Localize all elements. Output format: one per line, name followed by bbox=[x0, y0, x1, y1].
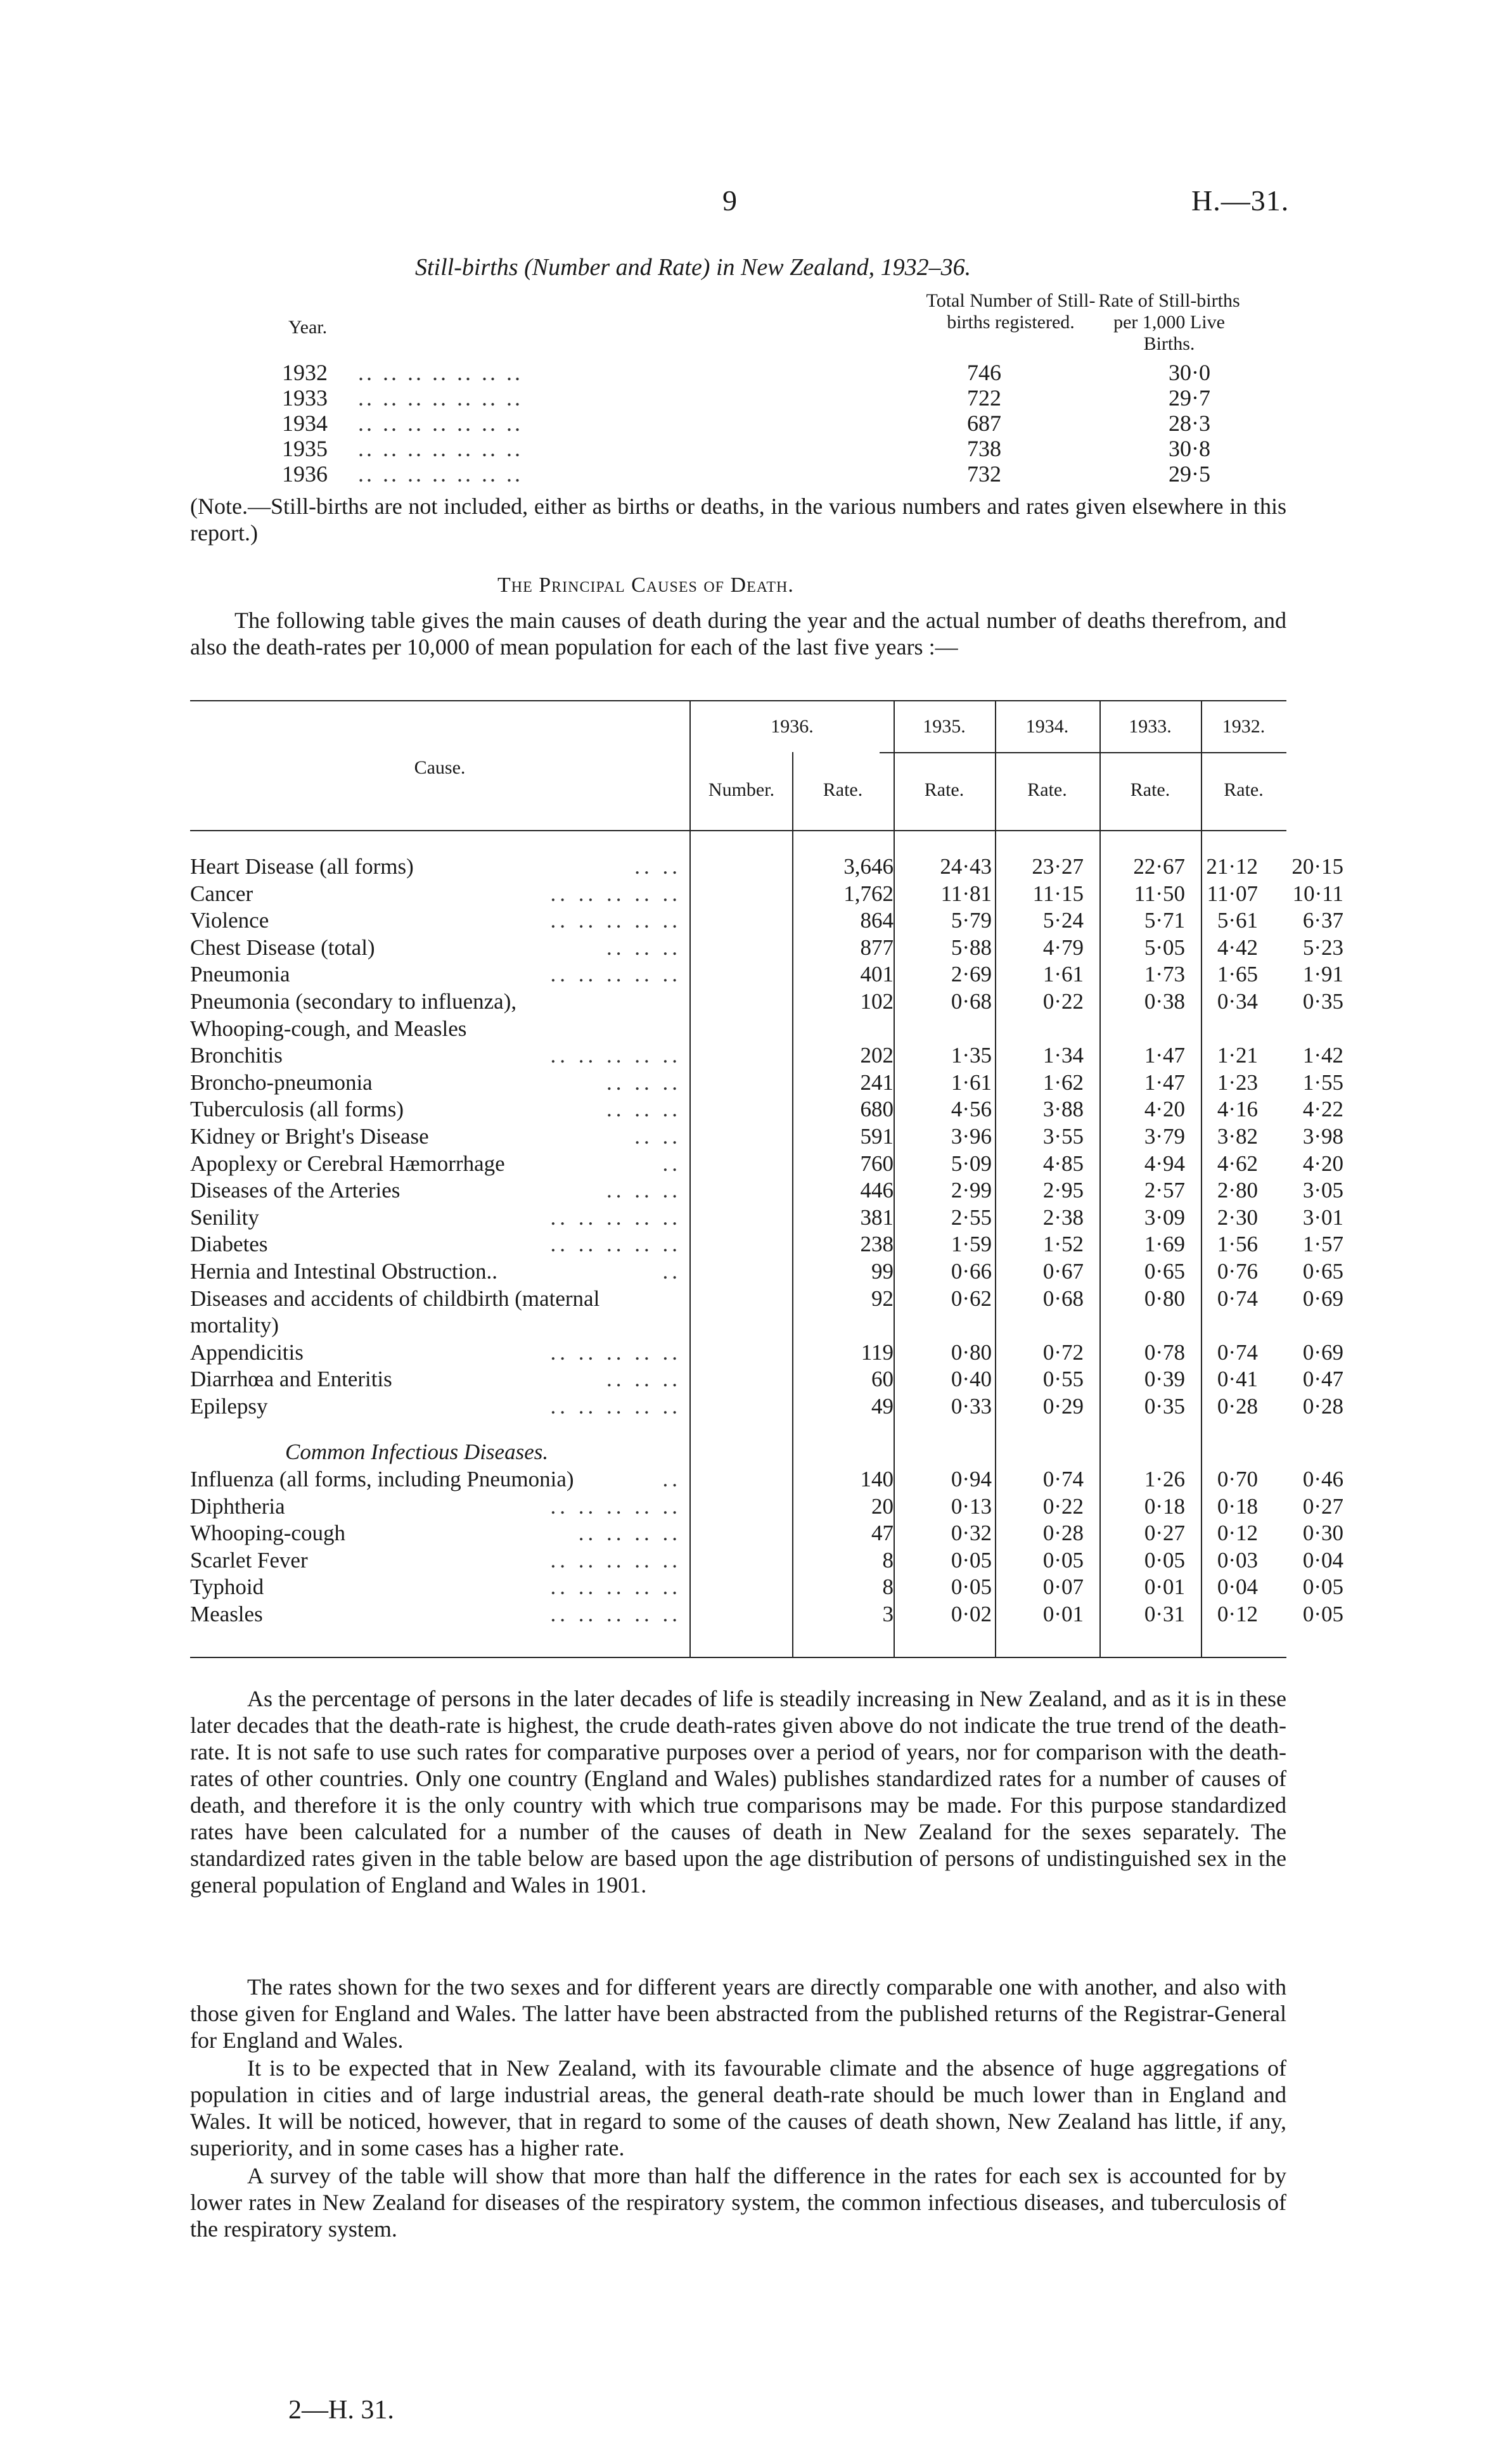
table-row bbox=[190, 908, 1343, 933]
leader-dots: .. .. .. .. .. .. .. bbox=[358, 461, 523, 487]
rate-1936: 1·59 bbox=[951, 1232, 992, 1257]
rate-1936: 0·02 bbox=[951, 1602, 992, 1627]
rate-1936: 5·09 bbox=[951, 1151, 992, 1176]
rate-1935: 4·79 bbox=[1042, 935, 1084, 960]
stillbirths-row bbox=[190, 359, 1267, 385]
rate-1933: 0·34 bbox=[1217, 989, 1258, 1014]
cause-label: mortality) bbox=[190, 1313, 279, 1338]
stillbirths-total: 722 bbox=[967, 385, 1001, 411]
cause-label: Typhoid bbox=[190, 1574, 264, 1600]
rate-header: Rate. bbox=[1027, 779, 1067, 800]
stillbirths-total: 732 bbox=[967, 461, 1001, 487]
leader-dots: .. .. .. .. .. bbox=[550, 1547, 681, 1573]
rate-1932: 4·22 bbox=[1302, 1097, 1343, 1122]
stillbirths-title: Still-births (Number and Rate) in New Zealand, 1932–36. bbox=[415, 254, 971, 281]
rate-1935: 23·27 bbox=[1032, 854, 1084, 879]
rate-1936: 0·05 bbox=[951, 1547, 992, 1573]
leader-dots: .. .. .. .. .. .. .. bbox=[358, 436, 523, 461]
rate-1933: 4·62 bbox=[1217, 1151, 1258, 1176]
leader-dots: .. .. .. .. .. bbox=[550, 1602, 681, 1627]
rate-1935: 11·15 bbox=[1032, 881, 1084, 906]
header-mid-rule bbox=[880, 752, 1286, 753]
stillbirths-row bbox=[190, 435, 1267, 461]
rate-1936: 1·61 bbox=[951, 1069, 992, 1095]
table-row bbox=[190, 1124, 1343, 1149]
leader-dots: .. .. .. .. .. bbox=[550, 1043, 681, 1068]
cause-label: Cancer bbox=[190, 881, 253, 906]
stillbirths-rate: 29·5 bbox=[1169, 461, 1210, 487]
rate-1932: 1·55 bbox=[1302, 1069, 1343, 1095]
rate-header: Rate. bbox=[1224, 779, 1264, 800]
rate-1936: 2·99 bbox=[951, 1178, 992, 1203]
death-count: 60 bbox=[871, 1367, 894, 1392]
table-row bbox=[190, 962, 1343, 987]
rate-1933: 0·74 bbox=[1217, 1286, 1258, 1311]
rate-1933: 4·16 bbox=[1217, 1097, 1258, 1122]
rate-1934: 1·26 bbox=[1144, 1467, 1185, 1492]
table-row bbox=[190, 1178, 1343, 1203]
cause-label: Diabetes bbox=[190, 1232, 268, 1257]
rate-1934: 4·20 bbox=[1144, 1097, 1185, 1122]
stillbirths-row bbox=[190, 385, 1267, 410]
leader-dots: .. .. .. .. .. bbox=[550, 1232, 681, 1257]
table-row bbox=[190, 854, 1343, 879]
page-number: 9 bbox=[722, 184, 737, 217]
rate-1934: 0·01 bbox=[1144, 1574, 1185, 1600]
death-count: 119 bbox=[861, 1339, 894, 1365]
leader-dots: .. .. .. .. .. bbox=[550, 1339, 681, 1365]
rate-1936: 11·81 bbox=[940, 881, 992, 906]
rate-header: Rate. bbox=[1130, 779, 1170, 800]
table-row bbox=[190, 1016, 1286, 1042]
rate-1936: 0·62 bbox=[951, 1286, 992, 1311]
rate-1936: 0·94 bbox=[951, 1467, 992, 1492]
cause-label: Tuberculosis (all forms) bbox=[190, 1097, 404, 1122]
rate-1934: 3·09 bbox=[1144, 1204, 1185, 1230]
death-count: 8 bbox=[882, 1547, 894, 1573]
cause-label: Apoplexy or Cerebral Hæmorrhage bbox=[190, 1151, 505, 1176]
death-count: 446 bbox=[860, 1178, 894, 1203]
leader-dots: .. .. .. .. bbox=[578, 1521, 681, 1546]
stillbirths-year: 1935 bbox=[282, 436, 328, 461]
rate-1934: 5·05 bbox=[1144, 935, 1185, 960]
cause-label: Heart Disease (all forms) bbox=[190, 854, 414, 879]
rate-1935: 0·74 bbox=[1042, 1467, 1084, 1492]
cause-label: Whooping-cough, and Measles bbox=[190, 1016, 467, 1041]
rate-1936: 0·05 bbox=[951, 1574, 992, 1600]
leader-dots: .. .. .. .. .. bbox=[550, 908, 681, 933]
rate-1933: 1·56 bbox=[1217, 1232, 1258, 1257]
rate-1932: 0·04 bbox=[1302, 1547, 1343, 1573]
stillbirths-total-header: Total Number of Still-births registered. bbox=[926, 290, 1096, 333]
table-row bbox=[190, 1493, 1343, 1519]
rate-1936: 1·35 bbox=[951, 1043, 992, 1068]
cause-label: Broncho-pneumonia bbox=[190, 1069, 373, 1095]
rate-1934: 0·78 bbox=[1144, 1339, 1185, 1365]
infectious-subheading: Common Infectious Diseases. bbox=[285, 1439, 549, 1465]
rate-1934: 1·47 bbox=[1144, 1069, 1185, 1095]
rate-1932: 0·35 bbox=[1302, 989, 1343, 1014]
cause-label: Hernia and Intestinal Obstruction.. bbox=[190, 1259, 498, 1284]
rate-1933: 3·82 bbox=[1217, 1124, 1258, 1149]
rate-1936: 5·79 bbox=[951, 908, 992, 933]
paragraph: A survey of the table will show that more than half the difference in the rates for each sex is accounted for by lower rates in New Zealand for diseases of the respiratory system, the common infectious diseases, and tuberculosis of the respiratory system. bbox=[190, 2163, 1286, 2242]
section-heading: The Principal Causes of Death. bbox=[497, 573, 794, 597]
rate-1933: 4·42 bbox=[1217, 935, 1258, 960]
stillbirths-year: 1936 bbox=[282, 461, 328, 487]
table-row bbox=[190, 1259, 1343, 1284]
rate-1935: 5·24 bbox=[1042, 908, 1084, 933]
table-row bbox=[190, 1394, 1343, 1419]
rate-1935: 0·55 bbox=[1042, 1367, 1084, 1392]
rate-1934: 0·18 bbox=[1144, 1493, 1185, 1519]
death-count: 241 bbox=[860, 1069, 894, 1095]
death-count: 8 bbox=[882, 1574, 894, 1600]
stillbirths-rate-header: Rate of Still-births per 1,000 Live Births. bbox=[1098, 290, 1240, 354]
death-count: 20 bbox=[871, 1493, 894, 1519]
stillbirths-year: 1933 bbox=[282, 385, 328, 411]
rate-1934: 0·27 bbox=[1144, 1521, 1185, 1546]
cause-label: Appendicitis bbox=[190, 1339, 304, 1365]
table-row bbox=[190, 935, 1343, 961]
rate-1932: 1·91 bbox=[1302, 962, 1343, 987]
leader-dots: .. bbox=[662, 1259, 681, 1284]
rate-1933: 2·30 bbox=[1217, 1204, 1258, 1230]
rate-1935: 1·34 bbox=[1042, 1043, 1084, 1068]
table-top-rule bbox=[190, 700, 1286, 701]
stillbirths-total: 738 bbox=[967, 436, 1001, 461]
rate-1935: 0·22 bbox=[1042, 1493, 1084, 1519]
leader-dots: .. .. .. .. .. bbox=[550, 1394, 681, 1419]
rate-1932: 20·15 bbox=[1291, 854, 1343, 879]
stillbirths-year: 1932 bbox=[282, 360, 328, 385]
rate-1932: 0·47 bbox=[1302, 1367, 1343, 1392]
stillbirths-year: 1934 bbox=[282, 411, 328, 436]
table-row bbox=[190, 1097, 1343, 1122]
rate-1934: 1·73 bbox=[1144, 962, 1185, 987]
rate-1933: 21·12 bbox=[1206, 854, 1258, 879]
rate-1932: 0·28 bbox=[1302, 1394, 1343, 1419]
leader-dots: .. .. .. bbox=[606, 1178, 681, 1203]
rate-1934: 3·79 bbox=[1144, 1124, 1185, 1149]
rate-1936: 3·96 bbox=[951, 1124, 992, 1149]
rate-1935: 0·28 bbox=[1042, 1521, 1084, 1546]
rate-1933: 0·18 bbox=[1217, 1493, 1258, 1519]
table-row bbox=[190, 1367, 1343, 1392]
rate-1933: 0·41 bbox=[1217, 1367, 1258, 1392]
leader-dots: .. .. .. .. .. bbox=[550, 1493, 681, 1519]
death-count: 102 bbox=[860, 989, 894, 1014]
stillbirths-note: (Note.—Still-births are not included, either as births or deaths, in the various numbers and rates given elsewhere in this report.) bbox=[190, 494, 1286, 546]
rate-1935: 0·29 bbox=[1042, 1394, 1084, 1419]
death-count: 47 bbox=[871, 1521, 894, 1546]
rate-1932: 4·20 bbox=[1302, 1151, 1343, 1176]
death-count: 680 bbox=[860, 1097, 894, 1122]
table-row bbox=[190, 1602, 1343, 1627]
death-count: 3,646 bbox=[843, 854, 894, 879]
rate-1935: 0·01 bbox=[1042, 1602, 1084, 1627]
year-header-1934: 1934. bbox=[1025, 716, 1069, 737]
death-count: 877 bbox=[860, 935, 894, 960]
rate-1932: 0·69 bbox=[1302, 1286, 1343, 1311]
rate-1935: 0·05 bbox=[1042, 1547, 1084, 1573]
rate-1935: 1·61 bbox=[1042, 962, 1084, 987]
rate-1932: 0·65 bbox=[1302, 1259, 1343, 1284]
rate-1932: 1·42 bbox=[1302, 1043, 1343, 1068]
rate-1932: 0·46 bbox=[1302, 1467, 1343, 1492]
death-count: 140 bbox=[860, 1467, 894, 1492]
stillbirths-year-header: Year. bbox=[288, 317, 328, 338]
leader-dots: .. .. .. .. .. bbox=[550, 962, 681, 987]
table-bottom-rule bbox=[190, 1657, 1286, 1658]
table-row bbox=[190, 1204, 1343, 1230]
rate-1934: 0·39 bbox=[1144, 1367, 1185, 1392]
rate-1934: 0·38 bbox=[1144, 989, 1185, 1014]
rate-1933: 0·74 bbox=[1217, 1339, 1258, 1365]
leader-dots: .. .. .. .. .. .. .. bbox=[358, 411, 523, 436]
table-row bbox=[190, 1574, 1343, 1600]
causes-table bbox=[190, 700, 1343, 1663]
cause-label: Diseases and accidents of childbirth (maternal bbox=[190, 1286, 600, 1311]
rate-1934: 2·57 bbox=[1144, 1178, 1185, 1203]
stillbirths-total: 687 bbox=[967, 411, 1001, 436]
table-row bbox=[190, 1043, 1343, 1068]
year-header-1932: 1932. bbox=[1222, 716, 1266, 737]
paragraph: The rates shown for the two sexes and for different years are directly comparable one with another, and also with those given for England and Wales. The latter have been abstracted from the published returns of the Registrar-General for England and Wales. bbox=[190, 1974, 1286, 2053]
rate-1936: 0·32 bbox=[951, 1521, 992, 1546]
stillbirths-total: 746 bbox=[967, 360, 1001, 385]
cause-label: Diphtheria bbox=[190, 1493, 285, 1519]
rate-1932: 3·05 bbox=[1302, 1178, 1343, 1203]
rate-1936: 24·43 bbox=[940, 854, 992, 879]
death-count: 381 bbox=[860, 1204, 894, 1230]
rate-1933: 11·07 bbox=[1207, 881, 1258, 906]
rate-1934: 0·31 bbox=[1144, 1602, 1185, 1627]
rate-1935: 2·95 bbox=[1042, 1178, 1084, 1203]
rate-1935: 2·38 bbox=[1042, 1204, 1084, 1230]
table-row bbox=[190, 1547, 1343, 1573]
leader-dots: .. .. .. .. .. bbox=[550, 1204, 681, 1230]
table-row bbox=[190, 1069, 1343, 1095]
table-row bbox=[190, 881, 1343, 907]
rate-header: Rate. bbox=[823, 779, 863, 800]
cause-label: Whooping-cough bbox=[190, 1521, 345, 1546]
rate-1935: 0·67 bbox=[1042, 1259, 1084, 1284]
table-row bbox=[190, 1151, 1343, 1177]
rate-1932: 1·57 bbox=[1302, 1232, 1343, 1257]
cause-label: Bronchitis bbox=[190, 1043, 283, 1068]
cause-label: Diseases of the Arteries bbox=[190, 1178, 400, 1203]
leader-dots: .. .. .. .. .. bbox=[550, 1574, 681, 1600]
paragraph: As the percentage of persons in the later decades of life is steadily increasing in New Zealand, and as it is in these later decades that the death-rate is highest, the crude death-rates given above do not indicate the true trend of the death-rate. It is not safe to use such rates for comparative purposes over a period of years, nor for comparison with the death-rates of other countries. Only one country (England and Wales) publishes standardized rates for a number of causes of death, and therefore it is the only country with which true comparisons may be made. For this purpose standardized rates have been calculated for a number of the causes of death in New Zealand for the sexes separately. The standardized rates given in the table below are based upon the age distribution of persons of undistinguished sex in the general population of England and Wales in 1901. bbox=[190, 1686, 1286, 1898]
rate-1934: 0·35 bbox=[1144, 1394, 1185, 1419]
rate-1936: 0·66 bbox=[951, 1259, 992, 1284]
rate-1932: 10·11 bbox=[1292, 881, 1343, 906]
rate-1936: 0·40 bbox=[951, 1367, 992, 1392]
rate-1935: 1·62 bbox=[1042, 1069, 1084, 1095]
death-count: 238 bbox=[860, 1232, 894, 1257]
footer-code: 2—H. 31. bbox=[288, 2396, 394, 2425]
leader-dots: .. bbox=[662, 1467, 681, 1492]
rate-1934: 22·67 bbox=[1133, 854, 1185, 879]
rate-1933: 1·23 bbox=[1217, 1069, 1258, 1095]
rate-1933: 1·21 bbox=[1217, 1043, 1258, 1068]
leader-dots: .. .. .. .. .. bbox=[550, 881, 681, 906]
leader-dots: .. bbox=[662, 1151, 681, 1176]
stillbirths-row bbox=[190, 410, 1267, 435]
rate-1933: 0·12 bbox=[1217, 1602, 1258, 1627]
rate-1933: 0·04 bbox=[1217, 1574, 1258, 1600]
death-count: 92 bbox=[871, 1286, 894, 1311]
stillbirths-rate: 30·0 bbox=[1169, 360, 1210, 385]
rate-1936: 2·55 bbox=[951, 1204, 992, 1230]
death-count: 591 bbox=[860, 1124, 894, 1149]
cause-label: Senility bbox=[190, 1204, 259, 1230]
cause-label: Kidney or Bright's Disease bbox=[190, 1124, 429, 1149]
rate-1936: 5·88 bbox=[951, 935, 992, 960]
leader-dots: .. .. .. bbox=[606, 1069, 681, 1095]
rate-1935: 3·55 bbox=[1042, 1124, 1084, 1149]
rate-1932: 6·37 bbox=[1302, 908, 1343, 933]
rate-header: Rate. bbox=[924, 779, 964, 800]
rate-1935: 1·52 bbox=[1042, 1232, 1084, 1257]
year-header-1933: 1933. bbox=[1129, 716, 1172, 737]
cause-label: Scarlet Fever bbox=[190, 1547, 308, 1573]
stillbirths-row bbox=[190, 461, 1267, 486]
rate-1932: 0·27 bbox=[1302, 1493, 1343, 1519]
document-code: H.—31. bbox=[1191, 184, 1290, 217]
table-row bbox=[190, 1521, 1343, 1546]
rate-1933: 1·65 bbox=[1217, 962, 1258, 987]
rate-1933: 0·12 bbox=[1217, 1521, 1258, 1546]
rate-1932: 0·69 bbox=[1302, 1339, 1343, 1365]
cause-label: Diarrhœa and Enteritis bbox=[190, 1367, 392, 1392]
cause-header: Cause. bbox=[414, 757, 466, 778]
rate-1932: 0·05 bbox=[1302, 1602, 1343, 1627]
year-header-1935: 1935. bbox=[923, 716, 966, 737]
rate-1933: 2·80 bbox=[1217, 1178, 1258, 1203]
leader-dots: .. .. .. .. .. .. .. bbox=[358, 385, 523, 411]
cause-label: Chest Disease (total) bbox=[190, 935, 375, 960]
rate-1932: 0·05 bbox=[1302, 1574, 1343, 1600]
cause-label: Epilepsy bbox=[190, 1394, 268, 1419]
rate-1932: 3·01 bbox=[1302, 1204, 1343, 1230]
death-count: 99 bbox=[871, 1259, 894, 1284]
rate-1934: 0·05 bbox=[1144, 1547, 1185, 1573]
table-row bbox=[190, 1467, 1343, 1492]
rate-1935: 0·07 bbox=[1042, 1574, 1084, 1600]
rate-1934: 1·47 bbox=[1144, 1043, 1185, 1068]
rate-1936: 0·33 bbox=[951, 1394, 992, 1419]
rate-1934: 4·94 bbox=[1144, 1151, 1185, 1176]
intro-paragraph: The following table gives the main causes of death during the year and the actual number of deaths therefrom, and also the death-rates per 10,000 of mean population for each of the last five years :— bbox=[190, 608, 1286, 660]
rate-1935: 0·72 bbox=[1042, 1339, 1084, 1365]
rate-1934: 5·71 bbox=[1144, 908, 1185, 933]
rate-1935: 3·88 bbox=[1042, 1097, 1084, 1122]
table-row bbox=[190, 1339, 1343, 1365]
leader-dots: .. .. .. bbox=[606, 1097, 681, 1122]
rate-1933: 0·03 bbox=[1217, 1547, 1258, 1573]
rate-1935: 0·68 bbox=[1042, 1286, 1084, 1311]
year-header-1936: 1936. bbox=[771, 716, 814, 737]
number-header: Number. bbox=[708, 779, 775, 800]
rate-1936: 0·80 bbox=[951, 1339, 992, 1365]
rate-1932: 5·23 bbox=[1302, 935, 1343, 960]
rate-1932: 3·98 bbox=[1302, 1124, 1343, 1149]
cause-label: Pneumonia (secondary to influenza), bbox=[190, 989, 517, 1014]
rate-1934: 0·80 bbox=[1144, 1286, 1185, 1311]
rate-1934: 1·69 bbox=[1144, 1232, 1185, 1257]
rate-1934: 11·50 bbox=[1134, 881, 1185, 906]
leader-dots: .. .. .. bbox=[606, 935, 681, 960]
table-row bbox=[190, 1313, 1286, 1338]
rate-1933: 0·76 bbox=[1217, 1259, 1258, 1284]
leader-dots: .. .. .. bbox=[606, 1367, 681, 1392]
rate-1933: 0·70 bbox=[1217, 1467, 1258, 1492]
rate-1936: 4·56 bbox=[951, 1097, 992, 1122]
table-row bbox=[190, 1232, 1343, 1257]
death-count: 864 bbox=[860, 908, 894, 933]
cause-label: Violence bbox=[190, 908, 269, 933]
death-count: 49 bbox=[871, 1394, 894, 1419]
stillbirths-rate: 29·7 bbox=[1169, 385, 1210, 411]
header-bottom-rule bbox=[190, 830, 1286, 831]
rate-1934: 0·65 bbox=[1144, 1259, 1185, 1284]
rate-1936: 2·69 bbox=[951, 962, 992, 987]
stillbirths-rate: 30·8 bbox=[1169, 436, 1210, 461]
death-count: 202 bbox=[860, 1043, 894, 1068]
cause-label: Measles bbox=[190, 1602, 263, 1627]
rate-1936: 0·13 bbox=[951, 1493, 992, 1519]
leader-dots: .. .. .. .. .. .. .. bbox=[358, 360, 523, 385]
table-row bbox=[190, 989, 1343, 1014]
table-row bbox=[190, 1286, 1343, 1312]
rate-1935: 0·22 bbox=[1042, 989, 1084, 1014]
cause-label: Influenza (all forms, including Pneumonia) bbox=[190, 1467, 574, 1492]
death-count: 1,762 bbox=[843, 881, 894, 906]
stillbirths-rate: 28·3 bbox=[1169, 411, 1210, 436]
leader-dots: .. .. bbox=[634, 854, 681, 879]
leader-dots: .. .. bbox=[634, 1124, 681, 1149]
paragraph: It is to be expected that in New Zealand, with its favourable climate and the absence of huge aggregations of population in cities and of large industrial areas, the general death-rate should be much lower than in England and Wales. It will be noticed, however, that in regard to some of the causes of death shown, New Zealand has little, if any, superiority, and in some cases has a higher rate. bbox=[190, 2055, 1286, 2161]
death-count: 401 bbox=[860, 962, 894, 987]
cause-label: Pneumonia bbox=[190, 962, 290, 987]
rate-1932: 0·30 bbox=[1302, 1521, 1343, 1546]
death-count: 760 bbox=[860, 1151, 894, 1176]
death-count: 3 bbox=[882, 1602, 894, 1627]
rate-1933: 0·28 bbox=[1217, 1394, 1258, 1419]
rate-1936: 0·68 bbox=[951, 989, 992, 1014]
rate-1933: 5·61 bbox=[1217, 908, 1258, 933]
rate-1935: 4·85 bbox=[1042, 1151, 1084, 1176]
